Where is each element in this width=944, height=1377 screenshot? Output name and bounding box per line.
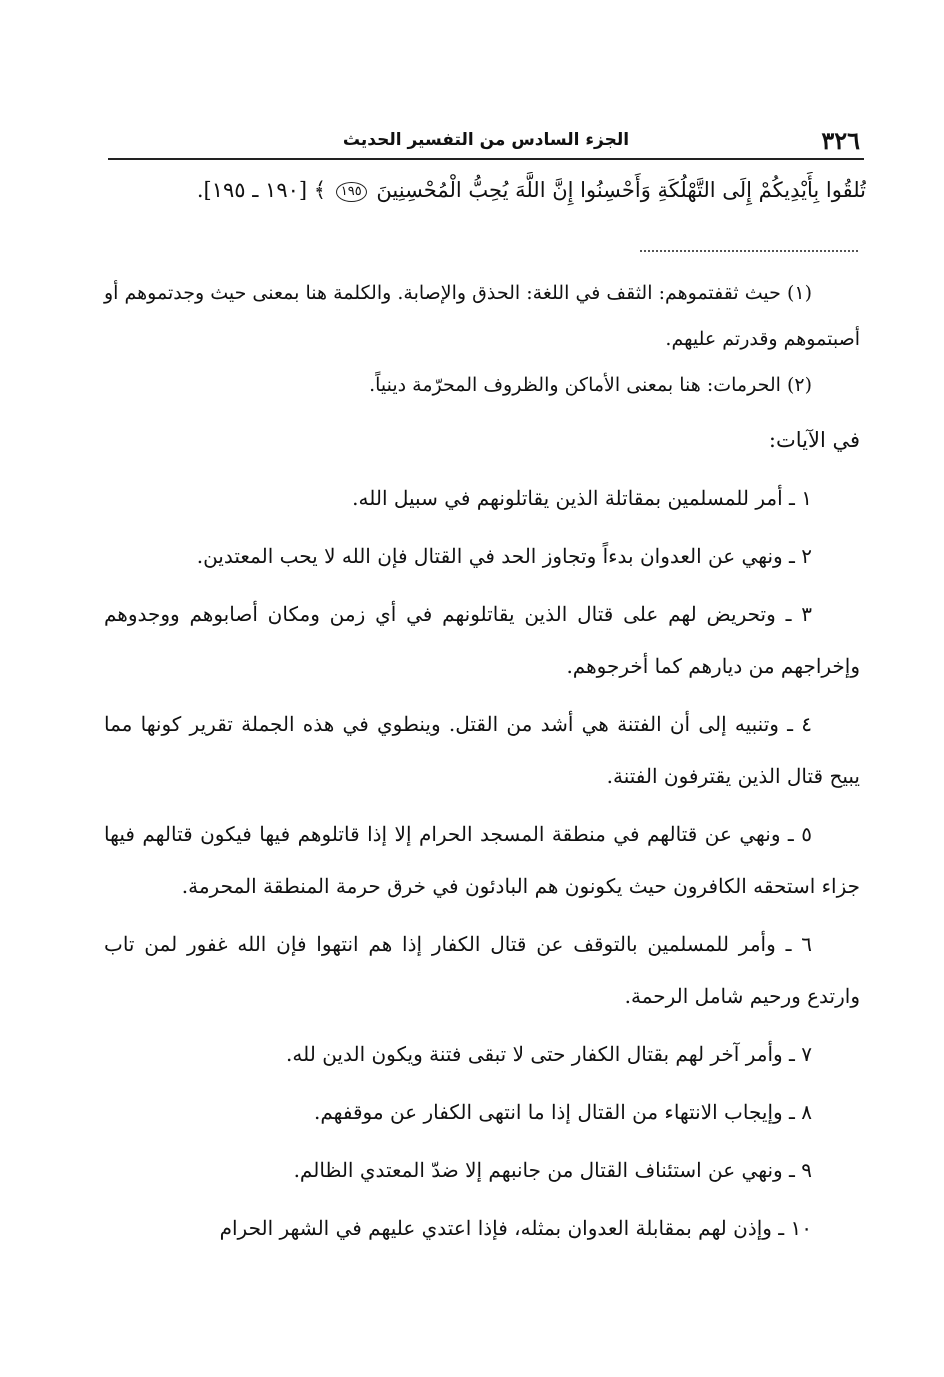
- point-8: ٨ ـ وإيجاب الانتهاء من القتال إذا ما انتهى الكفار عن موقفهم.: [313, 1100, 812, 1124]
- point-2: ٢ ـ ونهي عن العدوان بدءاً وتجاوز الحد في القتال فإن الله لا يحب المعتدين.: [196, 544, 812, 568]
- running-title: الجزء السادس من التفسير الحديث: [342, 130, 630, 150]
- point-9: ٩ ـ ونهي عن استئناف القتال من جانبهم إلا ضدّ المعتدي الظالم.: [293, 1158, 812, 1182]
- quran-verse: [100, 172, 866, 208]
- points-list: [104, 472, 860, 1260]
- page-number: ٣٢٦: [821, 126, 860, 155]
- section-heading: في الآيات:: [768, 428, 860, 452]
- point-5: ٥ ـ ونهي عن قتالهم في منطقة المسجد الحرام إلا إذا قاتلوهم فيها فيكون قتالهم فيها جزاء استحقه الكافرون حيث يكونون هم البادئون في خرق حرمة المنطقة المحرمة.: [104, 822, 860, 898]
- footnote-2: (٢) الحرمات: هنا بمعنى الأماكن والظروف المحرّمة دينياً.: [369, 374, 812, 396]
- verse-text: تُلقُوا بِأَيْدِيكُمْ إِلَى التَّهْلُكَةِ وَأَحْسِنُوا إِنَّ اللَّهَ يُحِبُّ الْمُحْسِنِينَ: [376, 178, 866, 202]
- point-1: ١ ـ أمر للمسلمين بمقاتلة الذين يقاتلونهم في سبيل الله.: [352, 486, 812, 510]
- ayah-number-marker: ١٩٥: [336, 182, 367, 202]
- point-7: ٧ ـ وأمر آخر لهم بقتال الكفار حتى لا تبقى فتنة ويكون الدين لله.: [286, 1042, 812, 1066]
- point-10: ١٠ ـ وإذن لهم بمقابلة العدوان بمثله، فإذا اعتدي عليهم في الشهر الحرام: [219, 1216, 812, 1240]
- footnote-separator: [640, 250, 858, 252]
- page-header: [108, 128, 864, 160]
- point-6: ٦ ـ وأمر للمسلمين بالتوقف عن قتال الكفار إذا هم انتهوا فإن الله غفور لمن تاب وارتدع ورحيم شامل الرحمة.: [104, 932, 860, 1008]
- point-3: ٣ ـ وتحريض لهم على قتال الذين يقاتلونهم في أي زمن ومكان أصابوهم ووجدوهم وإخراجهم من ديارهم كما أخرجوهم.: [104, 602, 860, 678]
- footnote-1: (١) حيث ثقفتموهم: الثقف في اللغة: الحذق والإصابة. والكلمة هنا بمعنى حيث وجدتموهم أو أصبتموهم وقدرتم عليهم.: [104, 282, 860, 350]
- footnotes: [104, 270, 860, 408]
- point-4: ٤ ـ وتنبيه إلى أن الفتنة هي أشد من القتل. وينطوي في هذه الجملة تقرير كونها مما يبيح قتال الذين يقترفون الفتنة.: [104, 712, 860, 788]
- verse-reference: ﴾ [١٩٠ ـ ١٩٥].: [196, 178, 327, 202]
